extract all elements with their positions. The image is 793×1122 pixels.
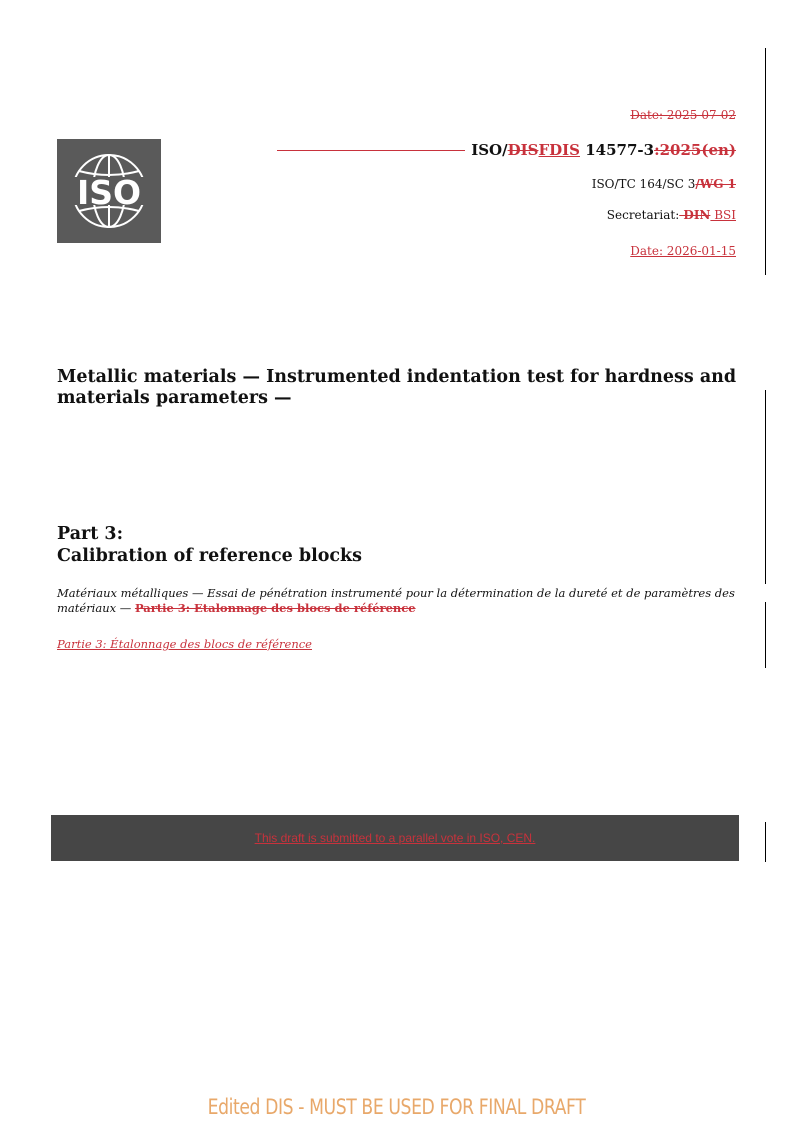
revision-line [277,150,465,151]
french-title-deleted: Partie 3: Etalonnage des blocs de référence [134,601,416,615]
date-new: Date: 2026-01-15 [630,244,736,258]
committee-main: ISO/TC 164/SC 3 [591,177,696,191]
ref-deleted-stage: DIS [507,141,539,159]
iso-logo [57,139,161,243]
document-reference [471,141,736,159]
part-number: Part 3: [57,524,124,544]
logo-text: ISO [76,173,142,212]
draft-notice-box [51,815,739,861]
change-bar [765,602,766,668]
footer-watermark: Edited DIS - MUST BE USED FOR FINAL DRAFT [207,1095,586,1119]
secretariat-label: Secretariat: [606,208,680,222]
secretariat [607,208,736,222]
change-bar [765,822,766,862]
ref-prefix: ISO/ [471,141,508,159]
part-title: Calibration of reference blocks [57,546,363,566]
change-bar [765,390,766,584]
change-bar [765,48,766,275]
secretariat-deleted: DIN [679,208,711,222]
secretariat-inserted: BSI [710,208,736,222]
ref-inserted-stage: FDIS [538,141,580,159]
committee-deleted: /WG 1 [695,177,736,191]
french-title [57,586,747,616]
ref-deleted-suffix: :2025(en) [654,141,736,159]
french-title-main: Matériaux métalliques — Essai de pénétration instrumenté pour la détermination de la dureté et de paramètres des matériaux — [57,586,735,615]
globe-icon [57,139,161,243]
french-part-inserted: Partie 3: Étalonnage des blocs de référence [57,637,312,651]
ref-number: 14577-3 [579,141,655,159]
main-title: Metallic materials — Instrumented indentation test for hardness and materials parameters — [57,367,737,408]
date-old: Date: 2025-07-02 [630,108,736,122]
draft-notice: This draft is submitted to a parallel vote in ISO, CEN. [254,831,536,845]
committee [592,177,736,191]
